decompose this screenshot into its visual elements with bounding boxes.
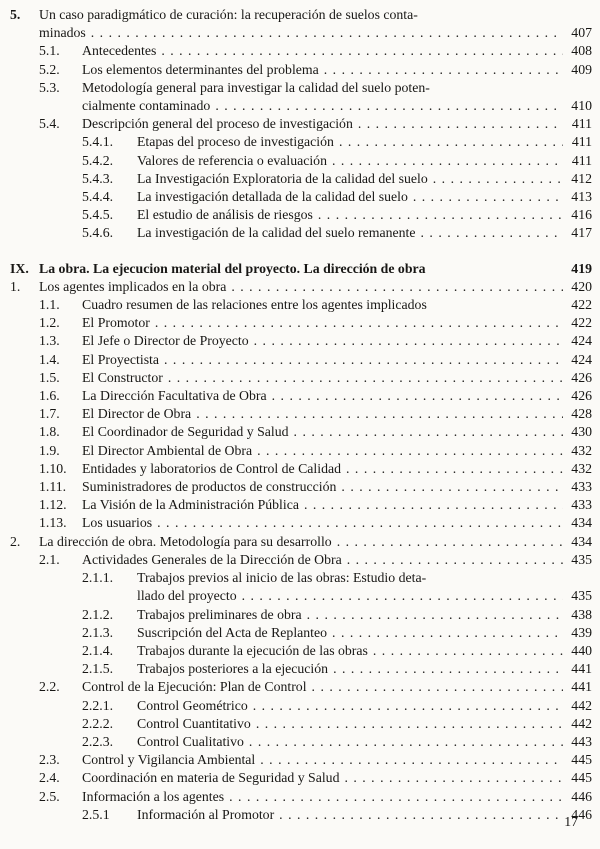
toc-entry [10, 678, 592, 696]
dot-leader [257, 442, 563, 460]
toc-entry-text: Control y Vigilancia Ambiental [82, 752, 256, 768]
dot-leader [304, 496, 563, 514]
toc-entry-body [137, 569, 592, 605]
toc-entry-last-line [137, 660, 592, 678]
toc-entry-page: 445 [571, 770, 592, 786]
toc-entry-text: minados [39, 25, 86, 41]
toc-entry-text: Control Cualitativo [137, 733, 244, 749]
toc-entry [10, 733, 592, 751]
dot-leader [346, 460, 563, 478]
toc-entry [10, 170, 592, 188]
toc-entry-page: 424 [571, 333, 592, 349]
toc-entry-page: 433 [571, 479, 592, 495]
toc-entry-text: La investigación detallada de la calidad del suelo [137, 189, 408, 205]
toc-entry-page: 426 [571, 369, 592, 385]
toc-entry-number: 1. [10, 278, 21, 294]
toc-entry [10, 769, 592, 787]
toc-entry-last-line [137, 133, 592, 151]
toc-entry-body [82, 314, 592, 332]
dot-leader [339, 133, 563, 151]
toc-entry-last-line [82, 351, 592, 369]
toc-entry-text: Etapas del proceso de investigación [137, 134, 334, 150]
toc-entry-page: 439 [571, 624, 592, 640]
toc-entry-body [82, 496, 592, 514]
toc-entry-last-line [82, 332, 592, 350]
toc-entry-last-line [82, 387, 592, 405]
toc-entry-last-line [137, 624, 592, 642]
toc-entry [10, 642, 592, 660]
dot-leader [373, 642, 563, 660]
dot-leader [249, 733, 563, 751]
toc-entry-number: 5.4.4. [82, 189, 114, 205]
toc-entry [10, 61, 592, 79]
toc-entry [10, 751, 592, 769]
toc-entry-text: La Dirección Facultativa de Obra [82, 388, 267, 404]
toc-entry-page: 422 [571, 297, 592, 313]
dot-leader [229, 788, 563, 806]
toc-entry-body [82, 387, 592, 405]
toc-entry-text: Entidades y laboratorios de Control de Calidad [82, 460, 342, 476]
toc-entry-last-line [82, 405, 592, 423]
toc-entry-page: 409 [571, 61, 592, 77]
toc-entry-number: 5. [10, 7, 21, 22]
toc-entry-page: 420 [571, 278, 592, 294]
toc-entry-text: El Promotor [82, 315, 150, 331]
toc-entry-body [39, 6, 592, 42]
toc-entry-body [137, 224, 592, 242]
toc-entry-number: 2.1.3. [82, 624, 114, 640]
toc-entry-body [137, 624, 592, 642]
toc-entry-page: 412 [571, 170, 592, 186]
toc-entry-text: Suministradores de productos de construcción [82, 479, 337, 495]
toc-entry-page: 446 [571, 788, 592, 804]
toc-entry [10, 533, 592, 551]
toc-entry-text: cialmente contaminado [82, 98, 211, 114]
toc-entry-body [82, 442, 592, 460]
toc-entry-number: 1.5. [39, 369, 60, 385]
toc-entry-page: 430 [571, 424, 592, 440]
toc-entry-number: 1.12. [39, 497, 67, 513]
toc-entry-text: Control de la Ejecución: Plan de Control [82, 679, 307, 695]
toc-entry-page: 416 [571, 207, 592, 223]
toc-entry-page: 419 [571, 260, 592, 276]
toc-entry [10, 806, 592, 824]
toc-entry [10, 496, 592, 514]
toc-entry-text: La Investigación Exploratoria de la calidad del suelo [137, 170, 428, 186]
toc-entry-text: Trabajos preliminares de obra [137, 606, 302, 622]
toc-entry-number: 5.4.5. [82, 207, 114, 223]
dot-leader [332, 152, 563, 170]
toc-entry [10, 624, 592, 642]
toc-entry-text: Los agentes implicados en la obra [39, 278, 227, 294]
toc-entry-page: 426 [571, 388, 592, 404]
folio-page-number: 17 [564, 814, 578, 829]
toc-entry-text: Actividades Generales de la Dirección de Obra [82, 551, 342, 567]
toc-entry-text: Información a los agentes [82, 788, 225, 804]
toc-entry-number: 2.1.1. [82, 570, 114, 586]
toc-entry [10, 369, 592, 387]
toc-entry-last-line [82, 97, 592, 115]
toc-entry-page: 432 [571, 442, 592, 458]
dot-leader [254, 332, 563, 350]
toc-entry-page: 442 [571, 715, 592, 731]
toc-entry-last-line [82, 442, 592, 460]
dot-leader [324, 61, 563, 79]
toc-entry-text: Valores de referencia o evaluación [137, 152, 327, 168]
toc-entry-body [137, 660, 592, 678]
toc-entry-text: Trabajos posteriores a la ejecución [137, 661, 329, 677]
toc-entry-text: Control Cuantitativo [137, 715, 251, 731]
toc-entry-page: 438 [571, 606, 592, 622]
toc-entry [10, 514, 592, 532]
toc-entry-page: 411 [571, 152, 592, 168]
dot-leader [344, 769, 563, 787]
dot-leader [161, 42, 563, 60]
toc-entry-text: El Proyectista [82, 351, 160, 367]
dot-leader [421, 224, 563, 242]
toc-entry-text: llado del proyecto [137, 588, 237, 604]
toc-entry [10, 606, 592, 624]
toc-entry-number: IX. [10, 260, 29, 276]
toc-entry-page: 435 [571, 588, 592, 604]
toc-entry-last-line [82, 478, 592, 496]
toc-entry [10, 660, 592, 678]
toc-entry-page: 411 [571, 116, 592, 132]
toc-entry-last-line [82, 42, 592, 60]
toc-entry-number: 2.5. [39, 788, 60, 804]
toc-entry-page: 433 [571, 497, 592, 513]
toc-entry-text: Coordinación en materia de Seguridad y Salud [82, 770, 340, 786]
toc-entry-body [82, 423, 592, 441]
toc-entry-last-line [82, 496, 592, 514]
toc-entry-last-line [82, 296, 592, 314]
toc-entry-page: 440 [571, 642, 592, 658]
toc-entry-last-line [82, 551, 592, 569]
toc-entry [10, 79, 592, 115]
toc-entry [10, 569, 592, 605]
toc-entry-number: 5.4.3. [82, 170, 114, 186]
toc-entry-body [82, 351, 592, 369]
toc-entry-page: 410 [571, 98, 592, 114]
toc-entry-number: 1.11. [39, 479, 67, 495]
toc-entry-body [82, 478, 592, 496]
toc-entry-number: 5.4.1. [82, 134, 114, 150]
toc-entry-body [82, 551, 592, 569]
toc-entry-body [82, 61, 592, 79]
dot-leader [155, 314, 563, 332]
dot-leader [413, 188, 563, 206]
toc-entry-body [137, 606, 592, 624]
toc-entry-body [137, 806, 592, 824]
toc-entry-text: El Jefe o Director de Proyecto [82, 333, 249, 349]
toc-entry-text: El Director de Obra [82, 406, 192, 422]
dot-leader [168, 369, 563, 387]
toc-entry-text: Un caso paradigmático de curación: la recuperación de suelos conta- [39, 7, 418, 22]
dot-leader [231, 278, 563, 296]
toc-entry-number: 5.1. [39, 43, 60, 59]
toc-entry-body [82, 678, 592, 696]
toc-entry-text: Descripción general del proceso de investigación [82, 116, 353, 132]
toc-entry-body [82, 79, 592, 115]
toc-entry [10, 188, 592, 206]
dot-leader [256, 715, 563, 733]
toc-entry-number: 2.4. [39, 770, 60, 786]
toc-entry-body [82, 514, 592, 532]
toc-entry-number: 1.1. [39, 297, 60, 313]
toc-entry-text: Trabajos durante la ejecución de las obras [137, 642, 368, 658]
toc-entry-page: 408 [571, 43, 592, 59]
toc-entry-last-line [137, 152, 592, 170]
toc-entry-page: 445 [571, 752, 592, 768]
toc-entry-number: 1.2. [39, 315, 60, 331]
toc-entry-page: 428 [571, 406, 592, 422]
toc-entry-body [82, 405, 592, 423]
toc-entry-page: 446 [571, 806, 592, 822]
toc-entry [10, 788, 592, 806]
toc-entry-text: El Constructor [82, 369, 163, 385]
dot-leader [260, 751, 563, 769]
toc-entry-page: 442 [571, 697, 592, 713]
dot-leader [91, 24, 563, 42]
dot-leader [242, 587, 563, 605]
dot-leader [318, 206, 563, 224]
dot-leader [433, 170, 563, 188]
toc-entry [10, 278, 592, 296]
toc-entry-number: 1.8. [39, 424, 60, 440]
toc-entry [10, 42, 592, 60]
toc-entry-page: 435 [571, 551, 592, 567]
toc-entry-last-line [82, 788, 592, 806]
toc-entry-body [137, 133, 592, 151]
toc-entry-last-line [137, 733, 592, 751]
dot-leader [333, 660, 563, 678]
toc-entry-body [137, 170, 592, 188]
dot-leader [215, 97, 563, 115]
toc-entry-body [137, 733, 592, 751]
toc-entry-last-line [137, 206, 592, 224]
dot-leader [196, 405, 563, 423]
toc-entry-body [137, 697, 592, 715]
toc-entry-number: 1.10. [39, 460, 67, 476]
dot-leader [347, 551, 563, 569]
toc-entry-text: Trabajos previos al inicio de las obras: Estudio deta- [137, 570, 427, 586]
toc-entry-body [82, 332, 592, 350]
dot-leader [294, 423, 563, 441]
toc-entry-number: 2.1.4. [82, 642, 114, 658]
toc-entry [10, 405, 592, 423]
toc-entry-last-line [137, 806, 592, 824]
dot-leader [279, 806, 563, 824]
toc-entry-last-line [137, 606, 592, 624]
toc-entry-body [82, 751, 592, 769]
toc-entry-body [82, 115, 592, 133]
toc-entry [10, 152, 592, 170]
dot-leader [337, 533, 563, 551]
toc-entry-last-line [39, 24, 592, 42]
toc-entry [10, 697, 592, 715]
toc-entry-text: La dirección de obra. Metodología para su desarrollo [39, 533, 332, 549]
toc-entry-last-line [137, 715, 592, 733]
toc-entry-last-line [39, 533, 592, 551]
toc-entry-body [137, 188, 592, 206]
toc-entry-last-line [137, 642, 592, 660]
toc-entry [10, 387, 592, 405]
toc-entry-text: Suscripción del Acta de Replanteo [137, 624, 328, 640]
toc-entry-last-line [82, 769, 592, 787]
toc-entry-page: 434 [571, 515, 592, 531]
toc-entry-number: 5.3. [39, 79, 60, 95]
toc-entry-text: El Coordinador de Seguridad y Salud [82, 424, 289, 440]
toc-entry-text: Los elementos determinantes del problema [82, 61, 319, 77]
toc-entry-body [137, 642, 592, 660]
dot-leader [157, 514, 563, 532]
toc-entry-last-line [137, 587, 592, 605]
toc-entry-number: 2.2. [39, 679, 60, 695]
toc-entry-body [39, 533, 592, 551]
toc-entry-number: 2.5.1 [82, 806, 110, 822]
toc-entry-text: La investigación de la calidad del suelo remanente [137, 225, 416, 241]
toc-entry [10, 715, 592, 733]
toc-entry-body [82, 788, 592, 806]
toc-entry-number: 2.2.3. [82, 733, 114, 749]
toc-entry-number: 5.4.6. [82, 225, 114, 241]
toc-entry-body [137, 152, 592, 170]
toc-entry [10, 6, 592, 42]
toc-entry-page: 424 [571, 351, 592, 367]
toc-entry [10, 460, 592, 478]
toc-entry [10, 442, 592, 460]
toc-entry-text: La Visión de la Administración Pública [82, 497, 299, 513]
toc-entry-body [137, 715, 592, 733]
toc-entry-last-line [137, 224, 592, 242]
toc-entry-number: 2.2.1. [82, 697, 114, 713]
toc-entry [10, 351, 592, 369]
toc-entry-last-line [82, 314, 592, 332]
toc-entry-last-line [137, 697, 592, 715]
toc-entry-body [82, 42, 592, 60]
toc-entry-last-line [82, 115, 592, 133]
dot-leader [332, 624, 563, 642]
dot-leader [312, 678, 563, 696]
toc-entry-page: 434 [571, 533, 592, 549]
toc-entry-last-line [82, 460, 592, 478]
toc-entry [10, 296, 592, 314]
toc-entry [10, 551, 592, 569]
toc-entries [10, 6, 592, 824]
toc-entry-page: 411 [571, 134, 592, 150]
toc-entry [10, 115, 592, 133]
toc-entry-page: 407 [571, 25, 592, 41]
toc-entry [10, 423, 592, 441]
toc-entry-number: 5.4. [39, 116, 60, 132]
toc-entry-body [137, 206, 592, 224]
toc-entry-text: El estudio de análisis de riesgos [137, 207, 313, 223]
toc-entry-text: Cuadro resumen de las relaciones entre los agentes implicados [82, 297, 427, 313]
toc-entry-text: El Director Ambiental de Obra [82, 442, 253, 458]
toc-entry-last-line [82, 678, 592, 696]
toc-entry-last-line [137, 188, 592, 206]
toc-entry-page: 422 [571, 315, 592, 331]
toc-entry-last-line [82, 423, 592, 441]
toc-entry-number: 2. [10, 533, 21, 549]
toc-entry-number: 2.2.2. [82, 715, 114, 731]
toc-entry [10, 224, 592, 242]
toc-entry [10, 478, 592, 496]
toc-entry-text: Los usuarios [82, 515, 153, 531]
dot-leader [341, 478, 563, 496]
toc-entry-body [39, 260, 592, 278]
toc-entry-last-line [39, 278, 592, 296]
toc-entry-number: 5.2. [39, 61, 60, 77]
toc-entry [10, 314, 592, 332]
toc-entry-number: 1.9. [39, 442, 60, 458]
toc-entry-last-line [82, 61, 592, 79]
toc-entry-page: 432 [571, 460, 592, 476]
toc-entry-body [82, 296, 592, 314]
toc-entry [10, 260, 592, 278]
toc-entry-page: 417 [571, 225, 592, 241]
toc-entry-text: La obra. La ejecucion material del proyecto. La dirección de obra [39, 260, 426, 276]
toc-entry-body [82, 769, 592, 787]
toc-entry-number: 2.1.2. [82, 606, 114, 622]
dot-leader [358, 115, 563, 133]
toc-entry-number: 1.3. [39, 333, 60, 349]
toc-entry [10, 206, 592, 224]
toc-entry-text: Metodología general para investigar la calidad del suelo poten- [82, 79, 430, 95]
toc-entry-number: 1.4. [39, 351, 60, 367]
toc-entry-last-line [82, 751, 592, 769]
dot-leader [164, 351, 563, 369]
toc-entry-page: 443 [571, 733, 592, 749]
toc-entry-page: 441 [571, 661, 592, 677]
toc-entry [10, 332, 592, 350]
toc-entry-number: 5.4.2. [82, 152, 114, 168]
dot-leader [272, 387, 563, 405]
toc-entry-body [82, 369, 592, 387]
toc-entry-text: Información al Promotor [137, 806, 275, 822]
toc-entry-page: 441 [571, 679, 592, 695]
toc-entry-page: 413 [571, 189, 592, 205]
toc-entry-body [82, 460, 592, 478]
toc-entry-last-line [137, 170, 592, 188]
toc-entry-number: 2.1.5. [82, 661, 114, 677]
toc-entry-number: 2.1. [39, 551, 60, 567]
toc-entry-text: Antecedentes [82, 43, 157, 59]
toc-entry-last-line [82, 514, 592, 532]
dot-leader [307, 606, 563, 624]
toc-entry-number: 1.13. [39, 515, 67, 531]
toc-entry-last-line [39, 260, 592, 278]
toc-entry-number: 1.7. [39, 406, 60, 422]
toc-entry-number: 1.6. [39, 388, 60, 404]
toc-entry [10, 133, 592, 151]
dot-leader [253, 697, 563, 715]
table-of-contents [10, 6, 592, 824]
toc-entry-last-line [82, 369, 592, 387]
toc-entry-text: Control Geométrico [137, 697, 248, 713]
toc-entry-number: 2.3. [39, 752, 60, 768]
toc-entry-body [39, 278, 592, 296]
